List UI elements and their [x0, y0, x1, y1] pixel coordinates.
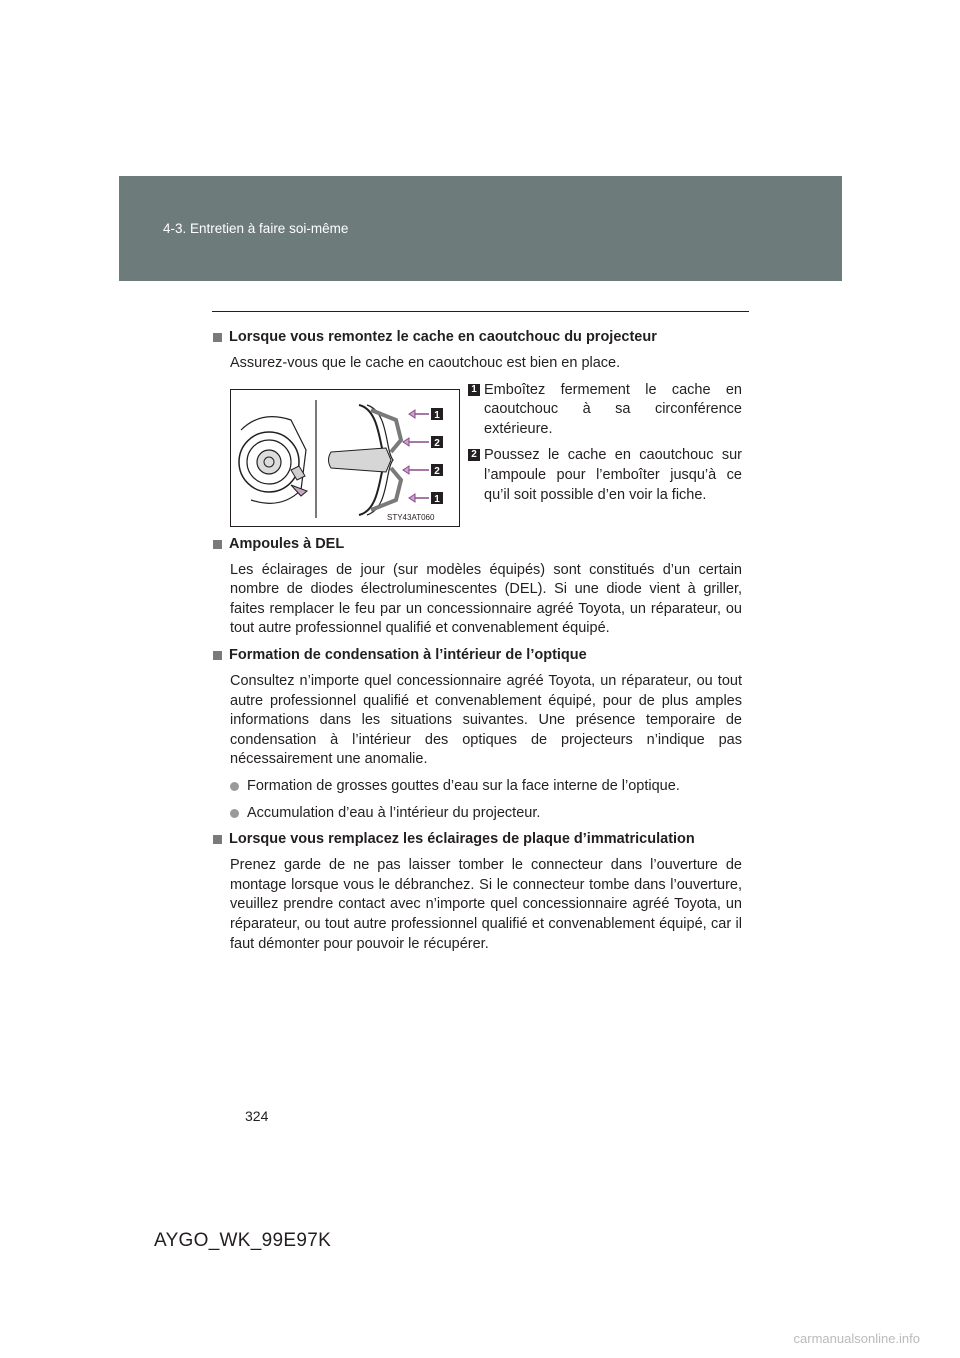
step-number-badge: 2: [468, 449, 480, 461]
figure-row: [230, 381, 742, 529]
square-bullet-icon: [213, 333, 222, 342]
document-code: AYGO_WK_99E97K: [154, 1230, 332, 1251]
svg-text:1: 1: [434, 493, 440, 505]
list-item: Accumulation d’eau à l’intérieur du projecteur.: [230, 804, 742, 824]
section-title: 4-3. Entretien à faire soi-même: [163, 221, 349, 236]
list-item: Formation de grosses gouttes d’eau sur la face interne de l’optique.: [230, 777, 742, 797]
callout-2-lower: [431, 464, 443, 477]
heading-rubber-cap: Lorsque vous remontez le cache en caoutchouc du projecteur: [212, 328, 742, 347]
step-number-badge: 1: [468, 384, 480, 396]
callout-2-upper: [431, 436, 443, 449]
heading-led: Ampoules à DEL: [212, 535, 742, 554]
para-rubber-cap: Assurez-vous que le cache en caoutchouc est bien en place.: [230, 355, 621, 371]
square-bullet-icon: [213, 835, 222, 844]
watermark: carmanualsonline.info: [793, 1331, 920, 1346]
page-content: [212, 328, 742, 961]
heading-condensation: Formation de condensation à l’intérieur de l’optique: [212, 646, 742, 665]
svg-text:2: 2: [434, 437, 440, 449]
svg-text:1: 1: [434, 409, 440, 421]
heading-license-plate: Lorsque vous remplacez les éclairages de plaque d’immatriculation: [212, 830, 742, 849]
callout-1-top: [431, 408, 443, 421]
para-license-plate: Prenez garde de ne pas laisser tomber le connecteur dans l’ouverture de montage lorsque vous le débranchez. Si le connecteur tombe dans l’ouverture, veuillez prendre contact avec n’importe quel concessionnaire agréé Toyota, un réparateur, ou tout autre professionnel qualifié et convenablement équipé, car il faut démonter pour pouvoir le récupérer.: [230, 857, 742, 952]
svg-text:2: 2: [434, 465, 440, 477]
step-item: 1 Emboîtez fermement le cache en caoutchouc à sa circonférence extérieure.: [468, 381, 742, 440]
step-item: 2 Poussez le cache en caoutchouc sur l’ampoule pour l’emboîter jusqu’à ce qu’il soit possible d’en voir la fiche.: [468, 446, 742, 505]
steps-list: [468, 381, 742, 529]
divider-rule: [212, 311, 749, 312]
callout-1-bottom: [431, 492, 443, 505]
square-bullet-icon: [213, 540, 222, 549]
headlight-rubber-cap-figure: [230, 389, 460, 527]
square-bullet-icon: [213, 651, 222, 660]
para-condensation: Consultez n’importe quel concessionnaire agréé Toyota, un réparateur, ou tout autre professionnel qualifié et convenablement équipé, pour de plus amples informations dans les situations suivantes. Une présence temporaire de condensation à l’intérieur des optiques de projecteurs n’indique pas nécessairement une anomalie.: [230, 672, 742, 768]
headlight-illustration: [231, 390, 459, 526]
round-bullet-icon: [230, 809, 239, 818]
page-number: 324: [245, 1108, 269, 1124]
para-led: Les éclairages de jour (sur modèles équipés) sont constitués d’un certain nombre de diodes électroluminescentes (DEL). Si une diode vient à griller, faites remplacer le feu par un concessionnaire agréé Toyota, un réparateur, ou tout autre professionnel qualifié et convenablement équipé.: [230, 561, 742, 637]
figure-code: STY43AT060: [387, 512, 435, 522]
round-bullet-icon: [230, 782, 239, 791]
